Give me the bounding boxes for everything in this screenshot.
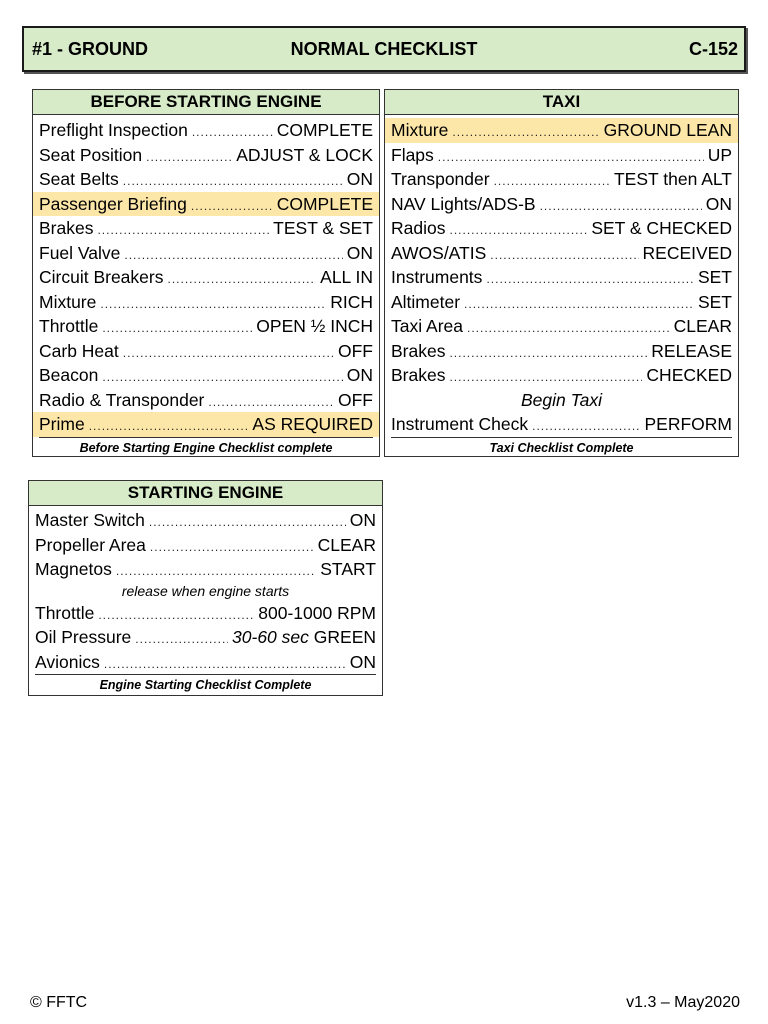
oil-pressure-time: 30-60 sec bbox=[232, 627, 309, 647]
row-item: Radios bbox=[391, 218, 446, 238]
leader-dots bbox=[490, 243, 638, 266]
row-item: NAV Lights/ADS-B bbox=[391, 193, 536, 214]
checklist-row bbox=[33, 216, 379, 241]
leader-dots bbox=[100, 292, 326, 315]
row-value: OPEN ½ INCH bbox=[256, 316, 373, 336]
checklist-row bbox=[29, 625, 382, 650]
leader-dots bbox=[102, 365, 342, 388]
checklist-row bbox=[385, 216, 738, 241]
row-value: ADJUST & LOCK bbox=[236, 144, 373, 165]
row-item: Instruments bbox=[391, 267, 483, 287]
checklist-row bbox=[385, 265, 738, 290]
row-value: ALL IN bbox=[320, 267, 373, 287]
leader-dots bbox=[452, 120, 599, 143]
row-value bbox=[228, 625, 376, 650]
checklist-row bbox=[385, 192, 738, 217]
row-value: SET bbox=[697, 291, 732, 312]
begin-taxi-note: Begin Taxi bbox=[520, 389, 603, 410]
row-item: Mixture bbox=[391, 120, 449, 140]
leader-dots bbox=[135, 627, 228, 650]
row-item: Radio & Transponder bbox=[39, 389, 205, 410]
row-value: PERFORM bbox=[644, 414, 732, 434]
checklist-row bbox=[33, 265, 379, 290]
row-value: TEST then ALT bbox=[613, 169, 732, 189]
section-title: TAXI bbox=[385, 90, 738, 115]
row-value: ON bbox=[705, 193, 732, 214]
leader-dots bbox=[104, 652, 346, 675]
row-value: OFF bbox=[338, 340, 373, 361]
checklist-row-highlighted bbox=[33, 412, 379, 437]
leader-dots bbox=[532, 414, 640, 437]
checklist-row bbox=[33, 290, 379, 315]
leader-dots bbox=[540, 194, 702, 217]
leader-dots bbox=[167, 267, 316, 290]
row-value: RECEIVED bbox=[642, 242, 732, 263]
row-item: Propeller Area bbox=[35, 534, 146, 555]
oil-pressure-state: GREEN bbox=[313, 627, 376, 647]
starting-engine-section bbox=[28, 480, 383, 696]
checklist-row-highlighted bbox=[385, 118, 738, 143]
row-item: Brakes bbox=[391, 365, 446, 385]
section-footnote: Before Starting Engine Checklist complete bbox=[39, 437, 373, 458]
checklist-row bbox=[33, 363, 379, 388]
row-item: Master Switch bbox=[35, 510, 145, 530]
checklist-row bbox=[385, 167, 738, 192]
checklist-row bbox=[29, 557, 382, 582]
checklist-row bbox=[385, 241, 738, 266]
leader-dots bbox=[89, 414, 249, 437]
checklist-row bbox=[33, 143, 379, 168]
magneto-release-note: release when engine starts bbox=[121, 582, 290, 599]
checklist-row-highlighted bbox=[33, 192, 379, 217]
row-value: OFF bbox=[338, 389, 373, 410]
row-value: CLEAR bbox=[317, 534, 376, 555]
row-value: ON bbox=[349, 510, 376, 530]
row-item: Passenger Briefing bbox=[39, 193, 187, 214]
leader-dots bbox=[438, 145, 704, 168]
version-label: v1.3 – May2020 bbox=[626, 994, 740, 1011]
leader-dots bbox=[98, 603, 254, 626]
row-value: CHECKED bbox=[646, 365, 732, 385]
row-value: CLEAR bbox=[673, 316, 732, 336]
row-value: UP bbox=[707, 144, 732, 165]
checklist-row bbox=[385, 363, 738, 388]
row-item: Fuel Valve bbox=[39, 242, 121, 263]
copyright: © FFTC bbox=[30, 994, 88, 1011]
leader-dots bbox=[123, 169, 343, 192]
row-item: Carb Heat bbox=[39, 340, 119, 361]
row-item: Circuit Breakers bbox=[39, 267, 164, 287]
checklist-row bbox=[29, 601, 382, 626]
leader-dots bbox=[191, 194, 273, 217]
section-title: STARTING ENGINE bbox=[29, 481, 382, 506]
row-value: RELEASE bbox=[651, 340, 732, 361]
checklist-row bbox=[29, 650, 382, 675]
row-value: COMPLETE bbox=[276, 193, 373, 214]
leader-dots bbox=[449, 365, 642, 388]
row-value: AS REQUIRED bbox=[252, 414, 373, 434]
row-item: Instrument Check bbox=[391, 414, 529, 434]
leader-dots bbox=[150, 535, 314, 558]
row-item: Brakes bbox=[39, 218, 94, 238]
section-footnote: Taxi Checklist Complete bbox=[391, 437, 732, 458]
checklist-row bbox=[385, 339, 738, 364]
row-value: ON bbox=[346, 365, 373, 385]
row-value: TEST & SET bbox=[273, 218, 373, 238]
row-value: 800-1000 RPM bbox=[258, 602, 376, 623]
leader-dots bbox=[97, 218, 269, 241]
row-item: Mixture bbox=[39, 291, 97, 312]
row-item: Avionics bbox=[35, 651, 100, 672]
taxi-section bbox=[384, 89, 739, 457]
section-footnote: Engine Starting Checklist Complete bbox=[35, 674, 376, 695]
leader-dots bbox=[123, 341, 334, 364]
checklist-row bbox=[29, 508, 382, 533]
section-title: BEFORE STARTING ENGINE bbox=[33, 90, 379, 115]
before-starting-engine-section bbox=[32, 89, 380, 457]
phase-label: #1 - GROUND bbox=[32, 39, 149, 59]
checklist-row bbox=[29, 533, 382, 558]
row-value: COMPLETE bbox=[276, 120, 373, 140]
row-item: Beacon bbox=[39, 365, 99, 385]
row-item: Seat Belts bbox=[39, 169, 119, 189]
leader-dots bbox=[149, 510, 346, 533]
row-item: Transponder bbox=[391, 169, 490, 189]
row-value: ON bbox=[346, 169, 373, 189]
leader-dots bbox=[102, 316, 252, 339]
leader-dots bbox=[116, 559, 316, 582]
row-value: SET bbox=[697, 267, 732, 287]
row-item: Magnetos bbox=[35, 559, 112, 579]
row-value: GROUND LEAN bbox=[603, 120, 732, 140]
checklist-row bbox=[385, 143, 738, 168]
leader-dots bbox=[192, 120, 273, 143]
row-item: Altimeter bbox=[391, 291, 461, 312]
checklist-row bbox=[33, 339, 379, 364]
row-item: Throttle bbox=[35, 602, 95, 623]
checklist-row bbox=[33, 118, 379, 143]
row-item: Taxi Area bbox=[391, 316, 463, 336]
checklist-row bbox=[385, 290, 738, 315]
checklist-row bbox=[33, 388, 379, 413]
row-item: Throttle bbox=[39, 316, 99, 336]
aircraft-type: C-152 bbox=[688, 39, 738, 59]
checklist-title: NORMAL CHECKLIST bbox=[290, 39, 478, 59]
leader-dots bbox=[208, 390, 334, 413]
checklist-row bbox=[33, 314, 379, 339]
row-value: RICH bbox=[330, 291, 373, 312]
leader-dots bbox=[449, 218, 587, 241]
leader-dots bbox=[124, 243, 342, 266]
row-value: SET & CHECKED bbox=[591, 218, 732, 238]
row-value: ON bbox=[349, 651, 376, 672]
leader-dots bbox=[464, 292, 694, 315]
row-item: Flaps bbox=[391, 144, 434, 165]
checklist-row bbox=[33, 167, 379, 192]
checklist-header bbox=[22, 26, 746, 72]
leader-dots bbox=[494, 169, 610, 192]
row-item: Oil Pressure bbox=[35, 627, 132, 647]
leader-dots bbox=[449, 341, 647, 364]
row-item: Seat Position bbox=[39, 144, 143, 165]
checklist-row bbox=[385, 412, 738, 437]
row-value: START bbox=[320, 559, 376, 579]
checklist-row bbox=[385, 314, 738, 339]
row-item: Preflight Inspection bbox=[39, 120, 188, 140]
checklist-row bbox=[33, 241, 379, 266]
row-item: AWOS/ATIS bbox=[391, 242, 487, 263]
row-item: Prime bbox=[39, 414, 85, 434]
row-item: Brakes bbox=[391, 340, 446, 361]
row-value: ON bbox=[346, 242, 373, 263]
leader-dots bbox=[146, 145, 232, 168]
leader-dots bbox=[486, 267, 694, 290]
leader-dots bbox=[467, 316, 670, 339]
